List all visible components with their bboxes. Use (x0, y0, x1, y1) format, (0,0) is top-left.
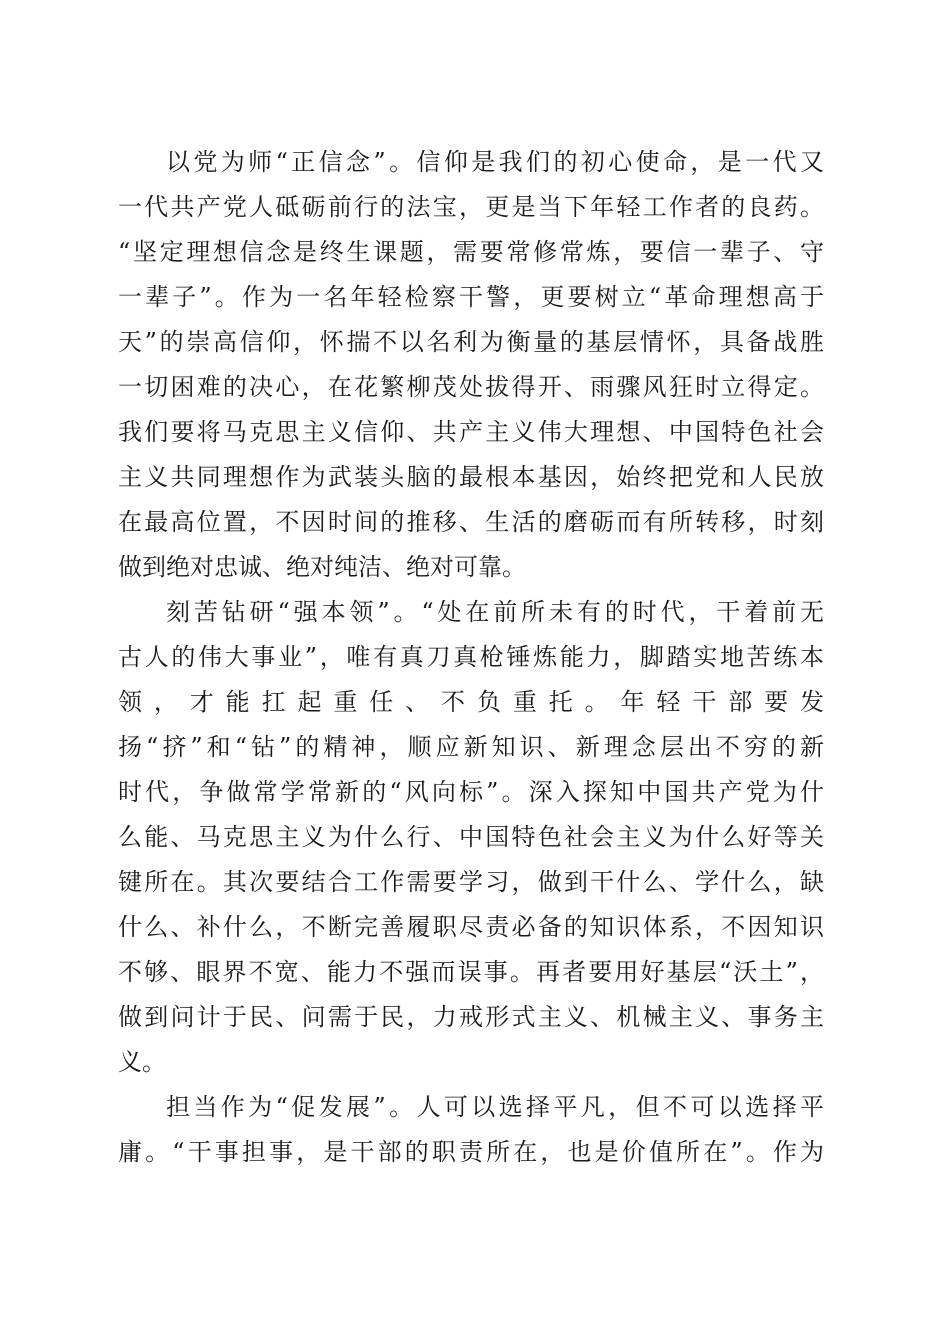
text-line: 时代，争做常学常新的“风向标”。深入探知中国共产党为什 (118, 778, 824, 806)
text-line: 刻苦钻研“强本领”。“处在前所未有的时代，干着前无 (166, 598, 824, 626)
text-line: 主义共同理想作为武装头脑的最根本基因，始终把党和人民放 (118, 463, 824, 491)
text-line: 天”的崇高信仰，怀揣不以名利为衡量的基层情怀，具备战胜 (118, 328, 824, 356)
text-line: 不够、眼界不宽、能力不强而误事。再者要用好基层“沃土”， (118, 958, 824, 986)
text-line: 担当作为“促发展”。人可以选择平凡，但不可以选择平 (166, 1093, 824, 1121)
text-line: 么能、马克思主义为什么行、中国特色社会主义为什么好等关 (118, 823, 824, 851)
body-text (118, 140, 824, 1175)
text-line: 一辈子”。作为一名年轻检察干警，更要树立“革命理想高于 (118, 283, 824, 311)
text-line: 一切困难的决心，在花繁柳茂处拔得开、雨骤风狂时立得定。 (118, 373, 824, 401)
text-line: 什么、补什么，不断完善履职尽责必备的知识体系，不因知识 (118, 913, 824, 941)
text-line: 一代共产党人砥砺前行的法宝，更是当下年轻工作者的良药。 (118, 193, 824, 221)
text-line: 义。 (118, 1048, 166, 1076)
text-line: 扬“挤”和“钻”的精神，顺应新知识、新理念层出不穷的新 (118, 733, 824, 761)
text-line: 在最高位置，不因时间的推移、生活的磨砺而有所转移，时刻 (118, 508, 824, 536)
text-line: 我们要将马克思主义信仰、共产主义伟大理想、中国特色社会 (118, 418, 824, 446)
text-line: 领，才能扛起重任、不负重托。年轻干部要发 (118, 688, 824, 716)
text-line: 古人的伟大事业”，唯有真刀真枪锤炼能力，脚踏实地苦练本 (118, 643, 824, 671)
text-line: 以党为师“正信念”。信仰是我们的初心使命，是一代又 (166, 148, 824, 176)
text-line: 做到绝对忠诚、绝对纯洁、绝对可靠。 (118, 553, 526, 581)
text-line: 做到问计于民、问需于民，力戒形式主义、机械主义、事务主 (118, 1003, 824, 1031)
text-line: 庸。“干事担事，是干部的职责所在，也是价值所在”。作为 (118, 1138, 824, 1166)
text-line: “坚定理想信念是终生课题，需要常修常炼，要信一辈子、守 (118, 238, 824, 266)
text-line: 键所在。其次要结合工作需要学习，做到干什么、学什么，缺 (118, 868, 824, 896)
